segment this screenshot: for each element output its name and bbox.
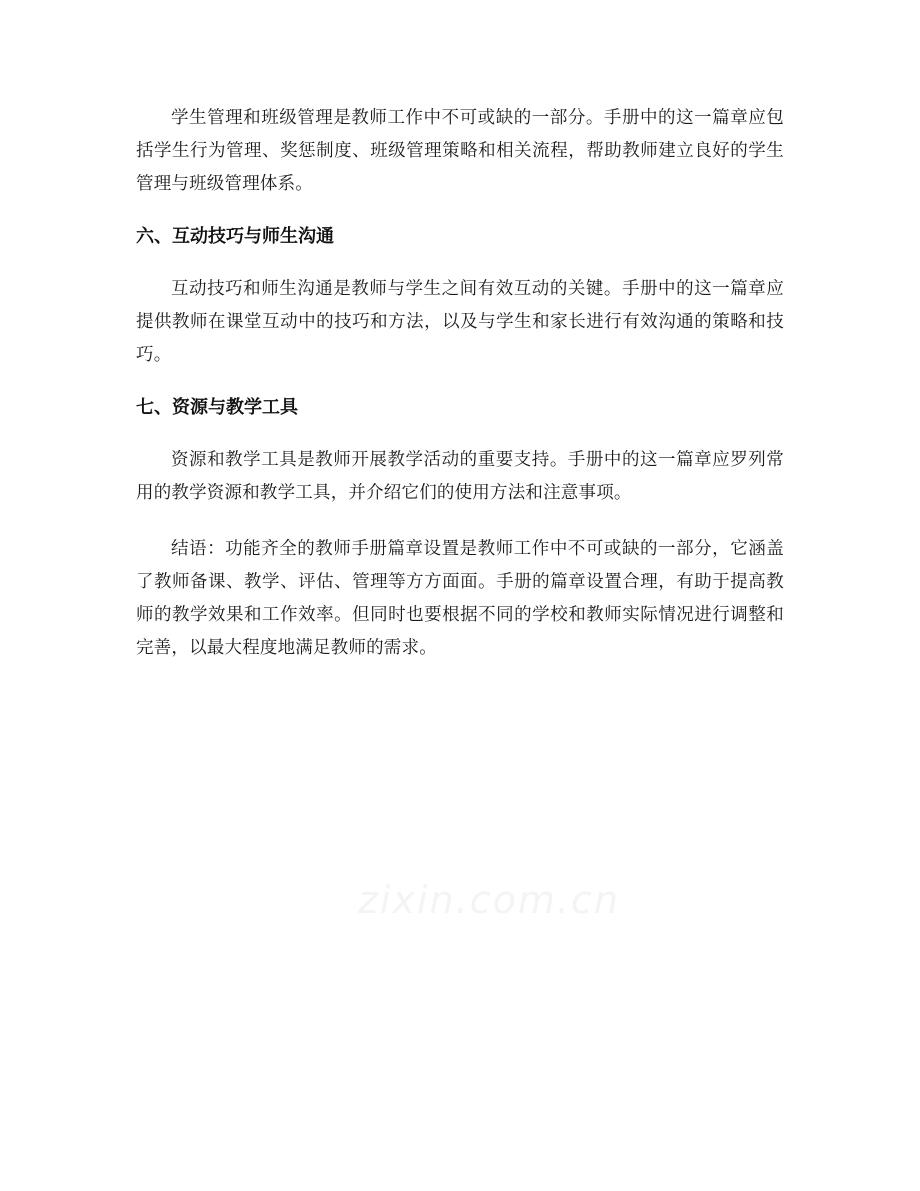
document-content [136,102,784,665]
paragraph-resources: 资源和教学工具是教师开展教学活动的重要支持。手册中的这一篇章应罗列常用的教学资源和教学工具，并介绍它们的使用方法和注意事项。 [136,450,784,503]
paragraph-conclusion: 结语：功能齐全的教师手册篇章设置是教师工作中不可或缺的一部分，它涵盖了教师备课、教学、评估、管理等方方面面。手册的篇章设置合理，有助于提高教师的教学效果和工作效率。但同时也要根据不同的学校和教师实际情况进行调整和完善，以最大程度地满足教师的需求。 [136,539,784,658]
section-heading-six: 六、互动技巧与师生沟通 [136,226,334,247]
paragraph-interaction: 互动技巧和师生沟通是教师与学生之间有效互动的关键。手册中的这一篇章应提供教师在课堂互动中的技巧和方法，以及与学生和家长进行有效沟通的策略和技巧。 [136,279,784,365]
watermark-text: zixin.com.cn [358,878,620,922]
paragraph-student-management: 学生管理和班级管理是教师工作中不可或缺的一部分。手册中的这一篇章应包括学生行为管理、奖惩制度、班级管理策略和相关流程，帮助教师建立良好的学生管理与班级管理体系。 [136,108,784,194]
section-heading-seven: 七、资源与教学工具 [136,397,298,418]
